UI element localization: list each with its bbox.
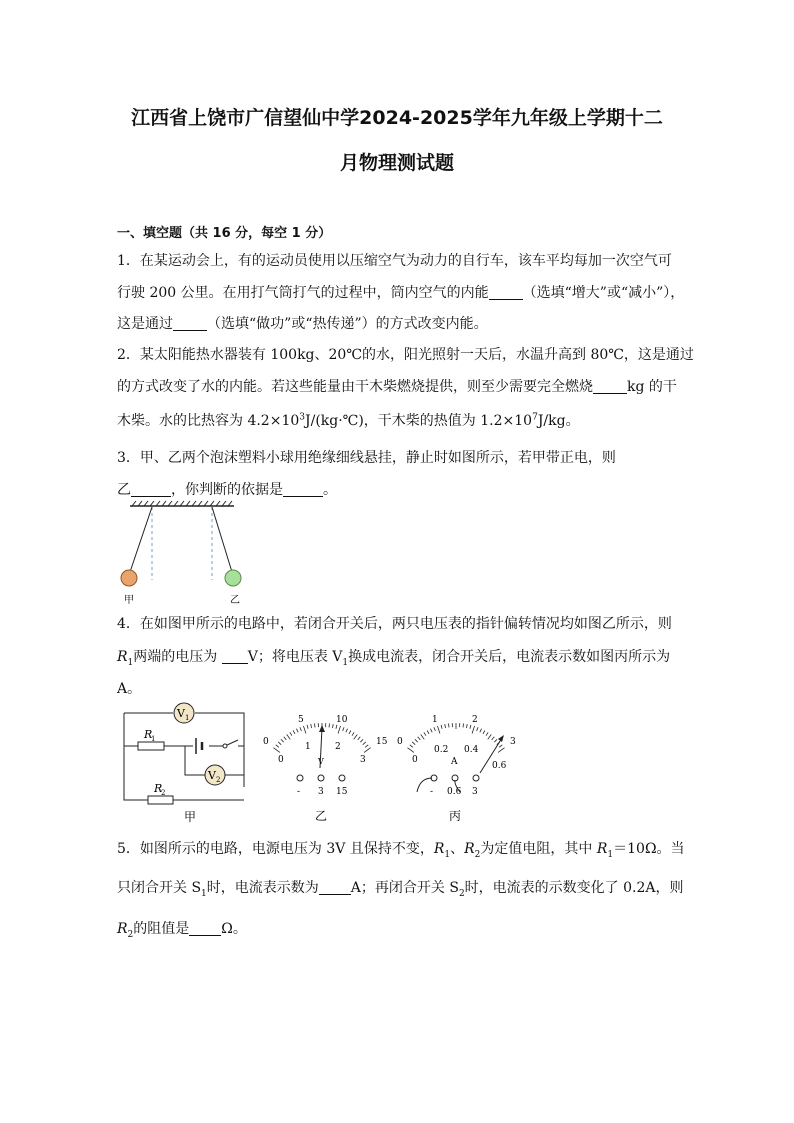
q4-line2	[117, 646, 670, 668]
q1-text-c: 这是通过	[117, 316, 173, 332]
q5-line1	[117, 838, 685, 860]
q3-blank-1[interactable]	[131, 482, 171, 497]
scale-tick	[303, 726, 305, 734]
scale-tick	[494, 739, 497, 742]
q2-exp-1: 3	[299, 412, 305, 423]
ball-yi	[225, 570, 241, 586]
q4-r1-symbol: R	[117, 649, 128, 665]
scale-tick	[352, 732, 354, 735]
q2-text-c: 木柴。水的比热容为 4.2×10	[117, 413, 300, 429]
ball-jia	[121, 570, 137, 586]
q5-line2	[117, 877, 684, 899]
q1-line1: 1．在某运动会上，有的运动员使用以压缩空气为动力的自行车，该车平均每加一次空气可	[117, 253, 672, 269]
scale-tick	[307, 725, 308, 729]
q1-text-b: （选填“增大”或“减小”），	[522, 285, 685, 301]
vm-outer-label-0: 0	[263, 737, 269, 747]
q4-text-b: V；将电压表 V	[247, 649, 343, 665]
q5-text-a: 5．如图所示的电路，电源电压为 3V 且保持不变，	[117, 841, 434, 857]
q4-text-a: 两端的电压为	[133, 649, 218, 665]
scale-tick	[332, 724, 333, 728]
q5-text-d: 只闭合开关 S	[117, 880, 202, 896]
q5-blank-1[interactable]	[319, 880, 351, 895]
scale-tick	[415, 739, 418, 742]
scale-tick	[273, 748, 279, 753]
scale-tick	[499, 745, 502, 748]
q4-voltmeter-dial	[258, 708, 393, 826]
scale-tick	[276, 745, 279, 748]
q5-text-h: 的阻值是	[133, 921, 190, 937]
am-terminal-label-0.6: 0.6	[447, 787, 462, 797]
resistor-r2	[148, 796, 173, 804]
q4-blank-1[interactable]	[222, 649, 248, 664]
scale-tick	[278, 742, 281, 745]
q5-s2-sub: 2	[458, 888, 465, 899]
q2-line3	[117, 410, 580, 430]
q5-r1b: R	[596, 841, 608, 857]
q3-figure	[112, 500, 252, 610]
vm-inner-label-1: 1	[305, 742, 311, 752]
q2-exp-2: 7	[532, 412, 538, 423]
scale-tick	[284, 737, 287, 740]
q3-blank-2[interactable]	[283, 482, 323, 497]
voltmeter-needle-tip	[319, 725, 325, 732]
am-outer-label-0: 0	[397, 737, 403, 747]
scale-tick	[427, 730, 429, 734]
scale-tick	[336, 725, 337, 729]
q2-text-a: 的方式改变了水的内能。若这些能量由干木柴燃烧提供，则至少需要完全燃烧	[117, 379, 593, 395]
scale-tick	[314, 723, 315, 727]
scale-tick	[329, 723, 330, 727]
q2-text-b: kg 的干	[627, 379, 677, 395]
q4-text-c: 换成电流表，闭合开关后，电流表示数如图丙所示为	[348, 649, 671, 665]
ammeter-needle-tip	[498, 735, 504, 742]
scale-tick	[418, 737, 421, 740]
q5-blank-2[interactable]	[189, 921, 221, 936]
q1-line3	[117, 313, 488, 333]
q5-line3	[117, 918, 247, 940]
q5-text-c: ＝10Ω。当	[613, 841, 685, 857]
q3-line2	[117, 479, 337, 499]
scale-tick	[338, 726, 340, 734]
q1-blank-1[interactable]	[489, 285, 523, 300]
vm-outer-label-15: 15	[376, 737, 388, 747]
am-terminal-label-3: 3	[472, 787, 478, 797]
q5-text-e: 时，电流表示数为	[206, 880, 319, 896]
v1-label: V	[177, 707, 185, 720]
q5-sep: 、	[450, 841, 465, 857]
ammeter-caption: 丙	[449, 809, 462, 823]
resistor-r1	[138, 742, 164, 750]
vm-terminal-15	[339, 775, 345, 781]
page-title-line1: 江西省上饶市广信望仙中学2024-2025学年九年级上学期十二	[131, 107, 663, 129]
q2-text-d: J/(kg·℃)，干木柴的热值为 1.2×10	[305, 413, 533, 429]
vm-terminal-label-neg: -	[297, 787, 301, 797]
vm-terminal-label-3: 3	[318, 787, 324, 797]
scale-tick	[293, 730, 295, 734]
voltmeter-caption: 乙	[315, 809, 328, 823]
q2-line2	[117, 376, 677, 396]
vm-terminal-label-15: 15	[336, 787, 348, 797]
vm-terminal-3	[318, 775, 324, 781]
q3-line1: 3．甲、乙两个泡沫塑料小球用绝缘细线悬挂，静止时如图所示，若甲带正电，则	[117, 450, 616, 466]
am-outer-label-2: 2	[472, 715, 478, 725]
am-outer-label-1: 1	[432, 715, 438, 725]
q4-circuit-figure	[118, 700, 250, 825]
scale-tick	[488, 734, 492, 739]
scale-tick	[486, 732, 488, 735]
scale-tick	[430, 729, 432, 733]
scale-tick	[358, 737, 361, 740]
q1-line2	[117, 282, 684, 302]
q5-r2-sub: 2	[474, 849, 481, 860]
q5-r2-symbol-sub: 2	[127, 929, 134, 940]
q4-line3: A。	[117, 681, 142, 697]
am-inner-label-0.2: 0.2	[434, 745, 449, 755]
q5-r1: R	[433, 841, 445, 857]
scale-tick	[480, 729, 482, 733]
page-title-line2: 月物理测试题	[339, 152, 454, 174]
scale-tick	[290, 732, 292, 735]
q5-text-i: Ω。	[221, 921, 247, 937]
am-outer-label-3: 3	[510, 737, 516, 747]
scale-tick	[483, 730, 485, 734]
v1-sub: 1	[185, 714, 190, 722]
q5-text-g: 时，电流表的示数变化了 0.2A，则	[464, 880, 684, 896]
scale-tick	[360, 739, 363, 742]
q2-blank-1[interactable]	[593, 379, 627, 394]
q4-r1-sub: 1	[127, 657, 134, 668]
q5-r2: R	[464, 841, 475, 857]
q1-text-d: （选填“做功”或“热传递”）的方式改变内能。	[207, 316, 488, 332]
r2-sub: 2	[161, 789, 166, 797]
scale-tick	[466, 724, 467, 728]
r1-sub: 1	[151, 735, 156, 743]
am-terminal-label-neg: -	[430, 787, 434, 797]
scale-tick	[498, 748, 504, 753]
q1-text-a: 行驶 200 公里。在用打气筒打气的过程中，筒内空气的内能	[117, 285, 489, 301]
ammeter-unit: A	[451, 757, 458, 767]
scale-tick	[410, 745, 413, 748]
vm-outer-label-10: 10	[336, 715, 348, 725]
scale-tick	[364, 748, 370, 753]
section-heading: 一、填空题（共 16 分，每空 1 分）	[117, 226, 332, 241]
ball-yi-label: 乙	[230, 595, 240, 606]
q5-r1b-sub: 1	[607, 849, 614, 860]
r2-label: R	[154, 782, 163, 795]
voltmeter-unit: V	[318, 757, 324, 766]
scale-tick	[287, 734, 291, 739]
q4-v1-sub: 1	[342, 657, 349, 668]
q3-text-b: ，你判断的依据是	[171, 482, 283, 498]
thread-b	[212, 507, 232, 572]
circuit-caption: 甲	[184, 810, 197, 824]
scale-tick	[437, 726, 439, 734]
scale-tick	[448, 723, 449, 727]
scale-tick	[354, 734, 358, 739]
q5-text-f: A；再闭合开关 S	[350, 880, 459, 896]
ammeter-scale-ticks	[407, 723, 504, 752]
vm-inner-label-0: 0	[278, 755, 284, 765]
scale-tick	[349, 730, 351, 734]
q5-r2-symbol: R	[117, 921, 128, 937]
scale-tick	[492, 737, 495, 740]
q2-text-e: J/kg。	[537, 413, 580, 429]
scale-tick	[424, 732, 426, 735]
scale-tick	[296, 729, 298, 733]
vm-inner-label-2: 2	[335, 742, 341, 752]
scale-tick	[311, 724, 312, 728]
am-inner-label-0.4: 0.4	[464, 745, 479, 755]
scale-tick	[412, 742, 415, 745]
am-terminal-3	[473, 775, 479, 781]
scale-tick	[407, 748, 413, 753]
scale-tick	[421, 734, 425, 739]
am-inner-label-0.6: 0.6	[492, 761, 507, 771]
scale-tick	[470, 725, 471, 729]
scale-tick	[365, 745, 368, 748]
scale-tick	[477, 727, 478, 731]
q1-blank-2[interactable]	[173, 316, 207, 331]
q5-text-b: 为定值电阻，其中	[480, 841, 593, 857]
q2-line1: 2．某太阳能热水器装有 100kg、20℃的水，阳光照射一天后，水温升高到 80℃，这是通过	[117, 347, 694, 363]
q3-text-a: 乙	[117, 482, 131, 498]
scale-tick	[441, 725, 442, 729]
scale-tick	[281, 739, 284, 742]
scale-tick	[300, 727, 301, 731]
thread-a	[130, 507, 152, 572]
v2-sub: 2	[216, 776, 221, 784]
ball-jia-label: 甲	[124, 595, 134, 606]
wire-bottom	[124, 713, 244, 800]
r1-label: R	[144, 728, 153, 741]
q5-s1-sub: 1	[201, 888, 207, 899]
scale-tick	[363, 742, 366, 745]
q3-text-c: 。	[323, 482, 337, 498]
scale-tick	[463, 723, 464, 727]
q4-ammeter-dial	[392, 708, 527, 826]
scale-tick	[343, 727, 344, 731]
vm-outer-label-5: 5	[298, 715, 304, 725]
v2-label: V	[208, 769, 216, 782]
vm-terminal-neg	[297, 775, 303, 781]
vm-inner-label-3: 3	[360, 755, 366, 765]
q5-r1-sub: 1	[444, 849, 451, 860]
scale-tick	[346, 729, 348, 733]
am-inner-label-0: 0	[412, 755, 418, 765]
scale-tick	[434, 727, 435, 731]
scale-tick	[472, 726, 474, 734]
switch-pivot	[223, 744, 227, 748]
q4-line1: 4．在如图甲所示的电路中，若闭合开关后，两只电压表的指针偏转情况均如图乙所示，则	[117, 616, 672, 632]
scale-tick	[445, 724, 446, 728]
